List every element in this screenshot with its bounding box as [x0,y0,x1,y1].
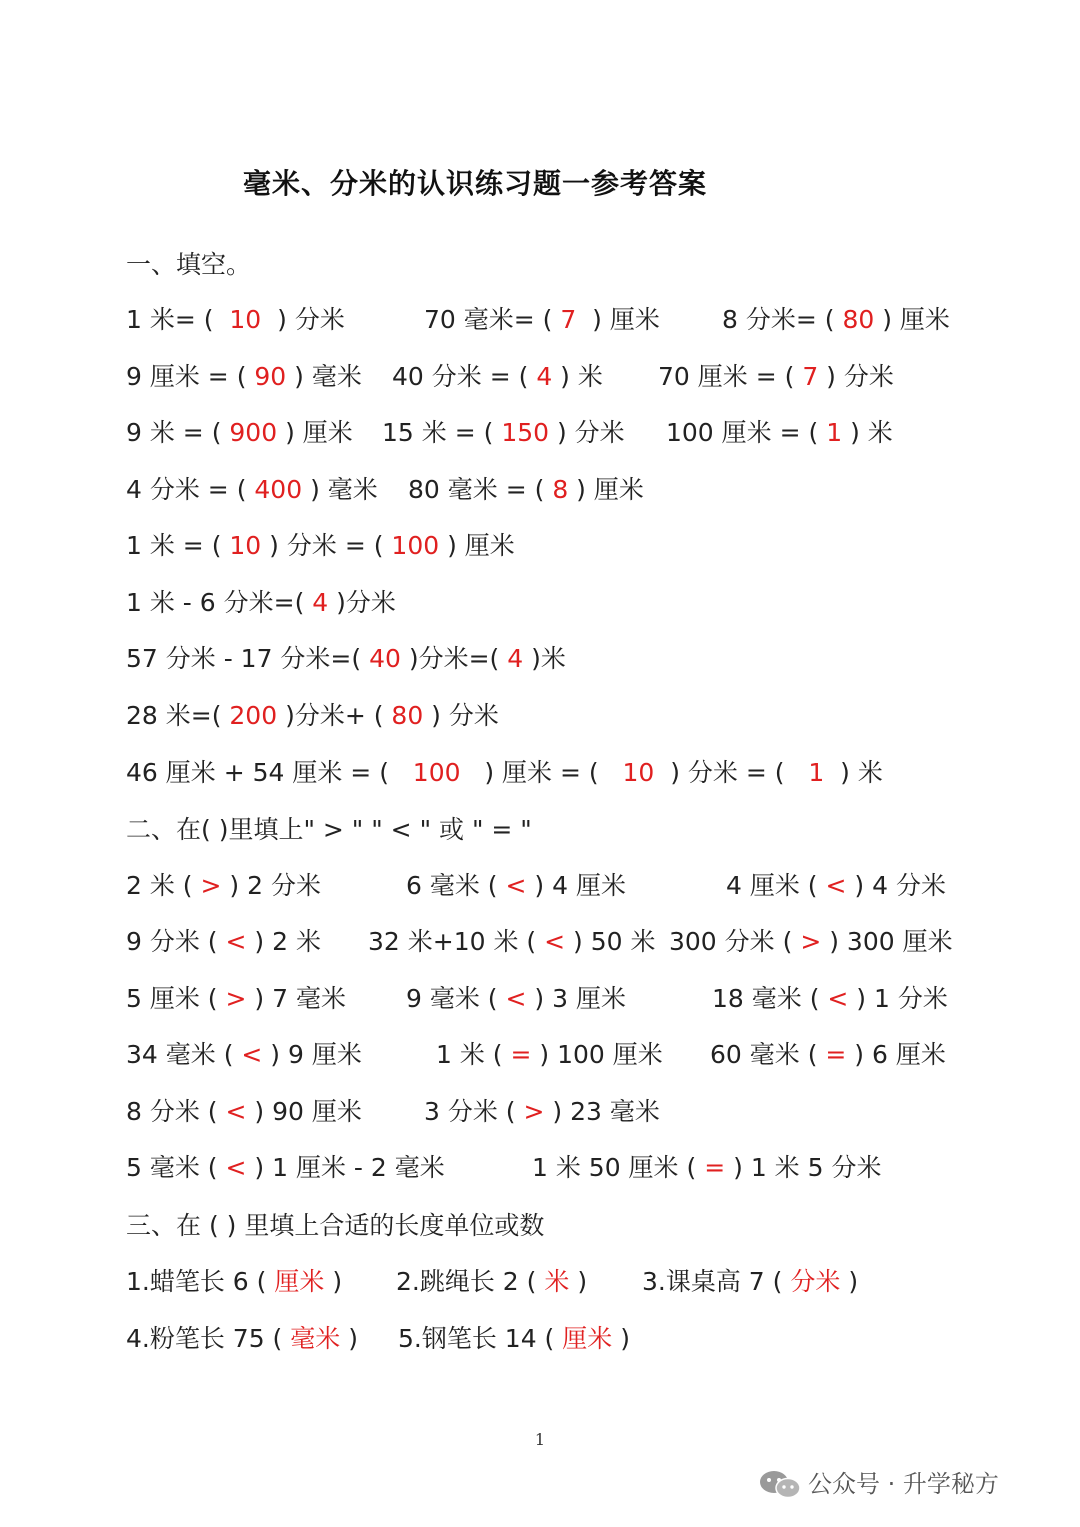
question-text: ) 分米 [818,362,894,391]
question-text: 4.粉笔长 75 ( [126,1324,291,1353]
exercise-item [126,639,566,679]
answer-text: > [225,984,247,1013]
question-text: 3 分米 ( [424,1097,524,1126]
question-text: 100 厘米 = ( [666,418,827,447]
exercise-row [126,979,1026,1019]
question-text: ) 2 分米 [221,871,321,900]
exercise-row [126,1035,1026,1075]
answer-text: 10 [229,531,262,560]
exercise-row [126,470,1026,510]
page-title: 毫米、分米的认识练习题一参考答案 [242,167,707,200]
answer-text: 200 [229,701,278,730]
exercise-item [126,413,353,453]
question-text: ) 米 [552,362,603,391]
answer-text: 400 [254,475,303,504]
answer-text: 40 [369,644,401,673]
exercise-item [126,583,396,623]
exercise-item [126,1035,362,1075]
question-text: )米 [523,644,566,673]
question-text: ) 1 分米 [848,984,948,1013]
question-text: 9 毫米 ( [406,984,506,1013]
question-text: ) 分米 [549,418,625,447]
question-text: 5.钢笔长 14 ( [398,1324,563,1353]
page-number: 1 [534,1430,546,1449]
question-text: 6 毫米 ( [406,871,506,900]
answer-text: 米 [544,1267,570,1296]
answer-text: 900 [229,418,278,447]
exercise-row [126,583,1026,623]
exercise-item [424,300,660,340]
exercise-item [126,357,362,397]
exercise-item [642,1262,858,1302]
exercise-row [126,753,1026,793]
question-text: ) 7 毫米 [246,984,346,1013]
exercise-item [658,357,894,397]
section-heading: 三、在 ( ) 里填上合适的长度单位或数 [126,1211,545,1240]
exercise-item [396,1262,587,1302]
question-text: ) 厘米 = ( [460,758,623,787]
exercise-row [126,639,1026,679]
answer-text: 厘米 [274,1267,325,1296]
exercise-item [722,300,950,340]
exercise-row [126,357,1026,397]
section-heading: 一、填空。 [126,250,252,279]
question-text: )分米=( [400,644,508,673]
question-text: ) 3 厘米 [526,984,626,1013]
answer-text: > [523,1097,545,1126]
question-text: ) 厘米 [568,475,644,504]
answer-text: < [225,1097,247,1126]
answer-text: < [827,984,849,1013]
answer-text: 7 [802,362,819,391]
question-text: ) 50 米 [565,927,656,956]
question-text: 5 毫米 ( [126,1153,226,1182]
question-text: 300 分米 ( [669,927,801,956]
question-text: ) 4 厘米 [526,871,626,900]
question-text: 46 厘米 + 54 厘米 = ( [126,758,413,787]
exercise-item [126,1319,358,1359]
exercise-row [126,1092,1026,1132]
question-text: ) 23 毫米 [544,1097,660,1126]
question-text: ) 分米 = ( [261,531,392,560]
question-text: 9 厘米 = ( [126,362,255,391]
exercise-item [532,1148,881,1188]
answer-text: = [825,1040,847,1069]
exercise-item [436,1035,663,1075]
question-text: 70 毫米= ( [424,305,561,334]
question-text: ) 米 [824,758,883,787]
exercise-item [712,979,948,1019]
answer-text: 150 [501,418,550,447]
answer-text: 1 [808,758,825,787]
question-text: 8 分米= ( [722,305,843,334]
question-text: ) 4 分米 [846,871,946,900]
answer-text: 厘米 [562,1324,613,1353]
exercise-item [666,413,893,453]
answer-text: 4 [507,644,524,673]
question-text: )分米 [328,588,396,617]
question-text: 5 厘米 ( [126,984,226,1013]
exercise-item [408,470,644,510]
question-text: 40 分米 = ( [392,362,537,391]
exercise-row [126,866,1026,906]
question-text: 1 米 50 厘米 ( [532,1153,705,1182]
answer-text: 10 [229,305,262,334]
exercise-item [710,1035,946,1075]
exercise-item [126,979,346,1019]
question-text: ) [340,1324,358,1353]
question-text: 18 毫米 ( [712,984,828,1013]
answer-text: 8 [552,475,569,504]
answer-text: < [505,984,527,1013]
question-text: ) 6 厘米 [846,1040,946,1069]
exercise-item [126,866,321,906]
exercise-item [126,1092,362,1132]
exercise-item [424,1092,660,1132]
answer-text: > [200,871,222,900]
question-text: ) [569,1267,588,1296]
answer-text: < [544,927,566,956]
exercise-item [126,470,378,510]
watermark-text: 公众号 · 升学秘方 [808,1470,999,1498]
exercise-item [126,696,499,736]
question-text: ) [324,1267,343,1296]
answer-text: 4 [536,362,553,391]
exercise-item [126,300,345,340]
exercise-item [126,526,515,566]
exercise-item [392,357,603,397]
answer-text: 90 [254,362,287,391]
section-heading: 二、在( )里填上" > " " < " 或 " = " [126,815,532,844]
question-text: 1 米= ( [126,305,230,334]
question-text: ) 厘米 [576,305,660,334]
question-text: 1 米 ( [436,1040,511,1069]
question-text: 28 米=( [126,701,230,730]
answer-text: = [510,1040,532,1069]
answer-text: < [825,871,847,900]
question-text: 70 厘米 = ( [658,362,803,391]
exercise-item [382,413,625,453]
answer-text: < [225,927,247,956]
exercise-item [669,922,953,962]
answer-text: 4 [312,588,329,617]
question-text: 4 分米 = ( [126,475,255,504]
answer-text: < [241,1040,263,1069]
question-text: ) 300 厘米 [821,927,953,956]
question-text: 34 毫米 ( [126,1040,242,1069]
question-text: 1 米 = ( [126,531,230,560]
answer-text: = [704,1153,726,1182]
answer-text: 100 [412,758,461,787]
question-text: ) 分米 [261,305,345,334]
exercise-item [726,866,946,906]
exercise-row [126,1262,1026,1302]
question-text: 2 米 ( [126,871,201,900]
question-text: ) 1 厘米 - 2 毫米 [246,1153,445,1182]
answer-text: 1 [826,418,843,447]
question-text: ) 毫米 [286,362,362,391]
question-text: ) [840,1267,859,1296]
exercise-item [406,979,626,1019]
exercise-row [126,300,1026,340]
exercise-row [126,526,1026,566]
answer-text: < [225,1153,247,1182]
answer-text: 7 [560,305,577,334]
wechat-icon [758,1468,802,1500]
answer-text: 分米 [790,1267,841,1296]
question-text: 8 分米 ( [126,1097,226,1126]
exercise-row [126,1319,1026,1359]
exercise-row [126,922,1026,962]
question-text: 1 米 - 6 分米=( [126,588,313,617]
question-text: 3.课桌高 7 ( [642,1267,791,1296]
question-text: 32 米+10 米 ( [368,927,545,956]
answer-text: < [505,871,527,900]
exercise-item [126,1148,445,1188]
question-text: ) 米 [842,418,893,447]
question-text: ) 90 厘米 [246,1097,362,1126]
answer-text: 80 [391,701,424,730]
exercise-item [126,753,883,793]
question-text: 15 米 = ( [382,418,502,447]
question-text: ) 毫米 [302,475,378,504]
question-text: ) 厘米 [874,305,950,334]
question-text: 9 米 = ( [126,418,230,447]
exercise-item [368,922,655,962]
exercise-row [126,1148,1026,1188]
question-text: 57 分米 - 17 分米=( [126,644,370,673]
question-text: 4 厘米 ( [726,871,826,900]
question-text: ) 1 米 5 分米 [725,1153,882,1182]
answer-text: > [800,927,822,956]
question-text: 60 毫米 ( [710,1040,826,1069]
exercise-item [406,866,626,906]
question-text: 1.蜡笔长 6 ( [126,1267,275,1296]
answer-text: 100 [391,531,440,560]
answer-text: 80 [842,305,875,334]
question-text: ) 厘米 [439,531,515,560]
answer-text: 毫米 [290,1324,341,1353]
question-text: ) 2 米 [246,927,321,956]
question-text: ) 分米 [423,701,499,730]
exercise-row [126,696,1026,736]
exercise-row [126,413,1026,453]
exercise-item [398,1319,630,1359]
question-text: 80 毫米 = ( [408,475,553,504]
answer-text: 10 [622,758,655,787]
question-text: )分米+ ( [277,701,392,730]
question-text: ) [612,1324,630,1353]
exercise-item [126,1262,342,1302]
question-text: ) 分米 = ( [654,758,809,787]
question-text: ) 9 厘米 [262,1040,362,1069]
question-text: ) 厘米 [277,418,353,447]
question-text: 2.跳绳长 2 ( [396,1267,545,1296]
watermark [758,1462,1058,1506]
exercise-item [126,922,321,962]
question-text: 9 分米 ( [126,927,226,956]
question-text: ) 100 厘米 [531,1040,663,1069]
